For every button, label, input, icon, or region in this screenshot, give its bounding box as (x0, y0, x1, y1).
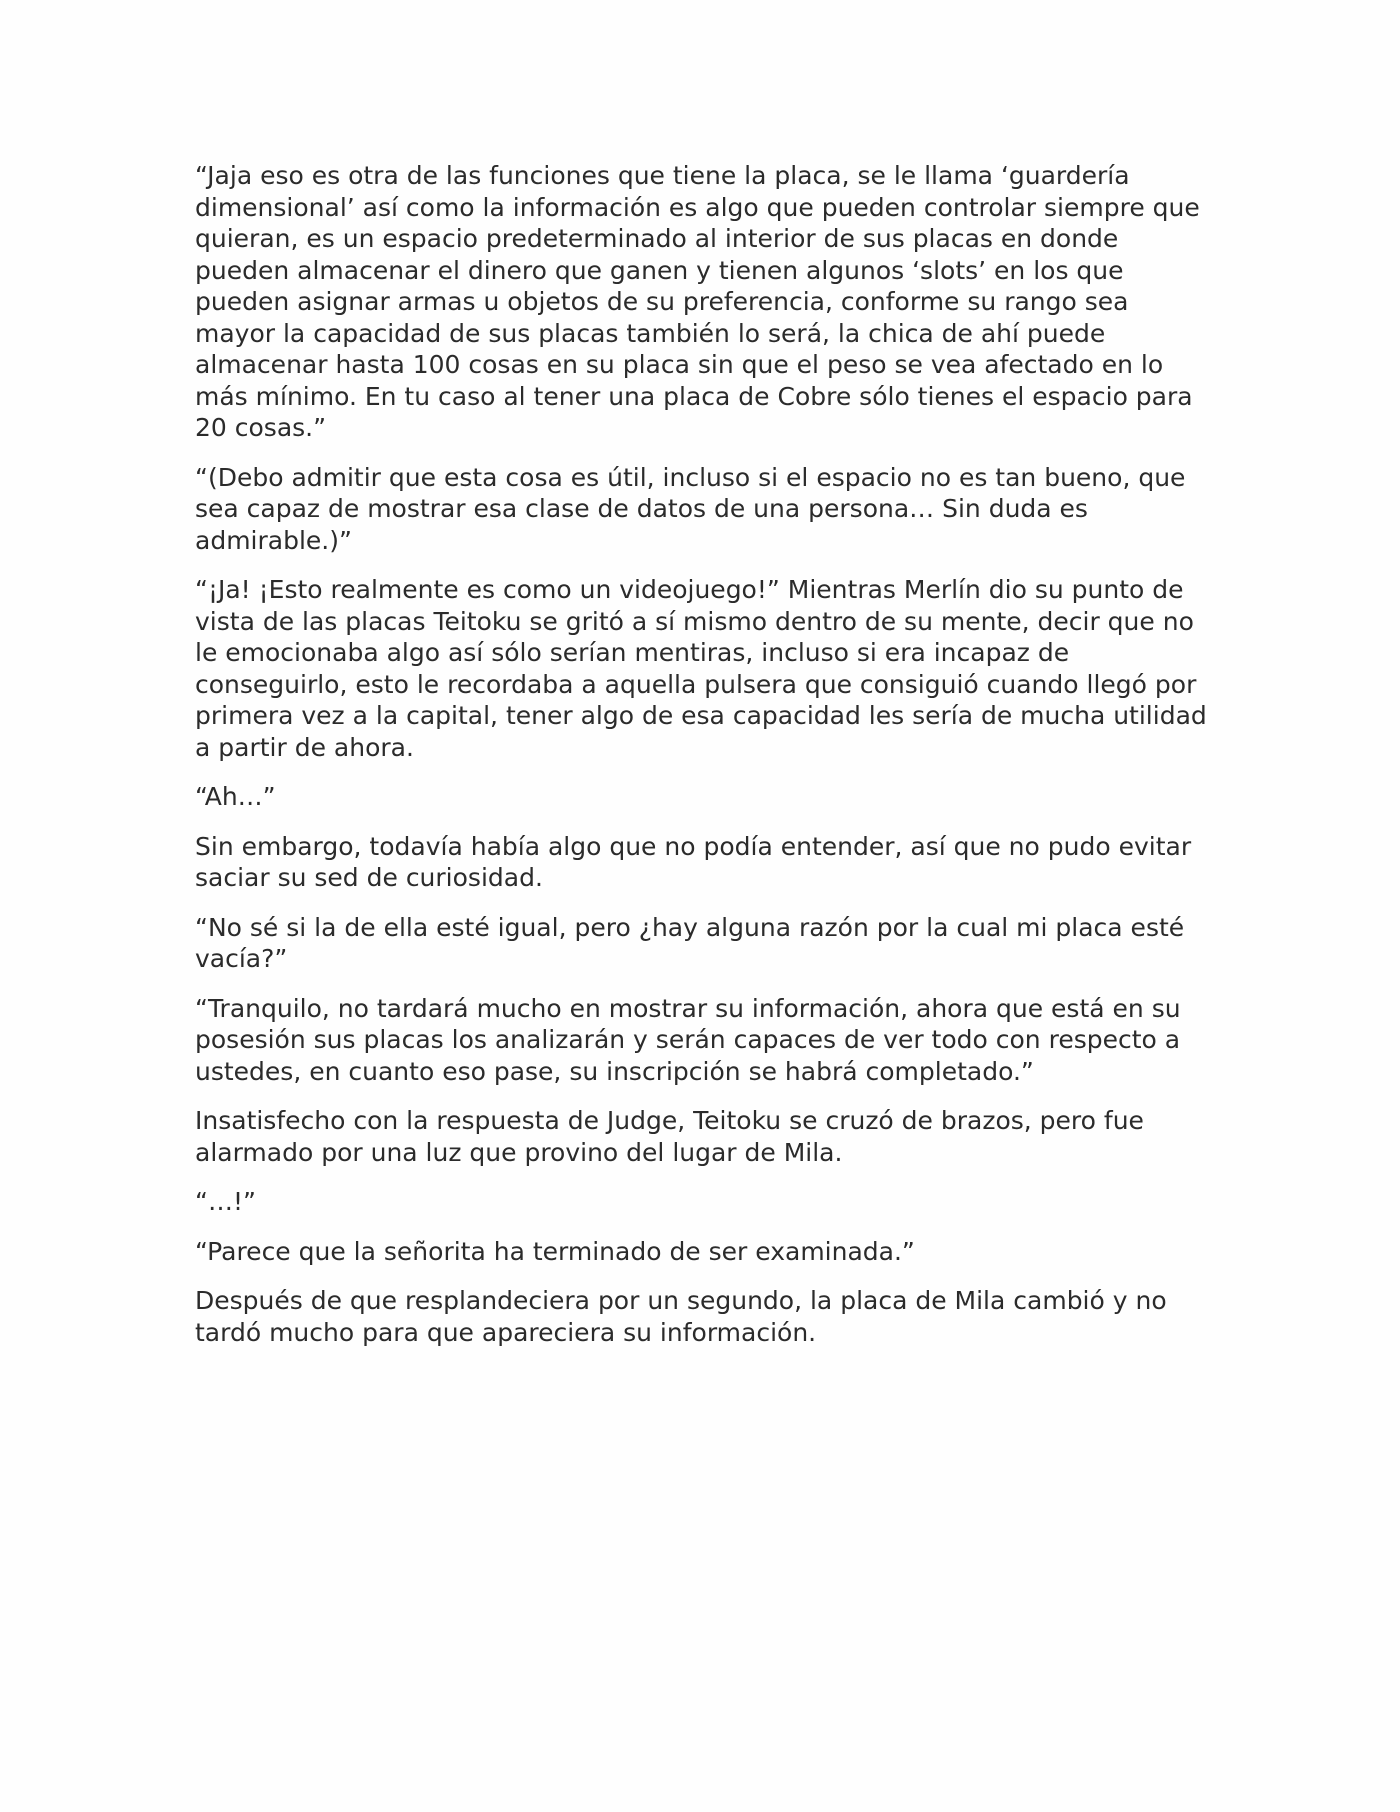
paragraph: “Jaja eso es otra de las funciones que tiene la placa, se le llama ‘guardería dimensional’ así como la información es algo que pueden controlar siempre que quieran, es un espacio predeterminado al interior de sus placas en donde pueden almacenar el dinero que ganen y tienen algunos ‘slots’ en los que pueden asignar armas u objetos de su preferencia, conforme su rango sea mayor la capacidad de sus placas también lo será, la chica de ahí puede almacenar hasta 100 cosas en su placa sin que el peso se vea afectado en lo más mínimo. En tu caso al tener una placa de Cobre sólo tienes el espacio para 20 cosas.” (195, 161, 1200, 442)
paragraph: “Ah…” (195, 782, 276, 811)
paragraph: “Parece que la señorita ha terminado de ser examinada.” (195, 1236, 915, 1266)
paragraph: “…!” (195, 1187, 256, 1216)
paragraph: Sin embargo, todavía había algo que no podía entender, así que no pudo evitar saciar su sed de curiosidad. (195, 831, 1192, 892)
paragraph: “Tranquilo, no tardará mucho en mostrar su información, ahora que está en su posesión sus placas los analizarán y serán capaces de ver todo con respecto a ustedes, en cuanto eso pase, su inscripción se habrá completado.” (195, 993, 1181, 1086)
document-body (195, 160, 1210, 1366)
paragraph: “No sé si la de ella esté igual, pero ¿hay alguna razón por la cual mi placa esté vacía?” (195, 912, 1185, 973)
paragraph: Insatisfecho con la respuesta de Judge, Teitoku se cruzó de brazos, pero fue alarmado por una luz que provino del lugar de Mila. (195, 1106, 1144, 1167)
paragraph: “(Debo admitir que esta cosa es útil, incluso si el espacio no es tan bueno, que sea capaz de mostrar esa clase de datos de una persona… Sin duda es admirable.)” (195, 462, 1186, 555)
paragraph: Después de que resplandeciera por un segundo, la placa de Mila cambió y no tardó mucho para que apareciera su información. (195, 1286, 1167, 1347)
paragraph: “¡Ja! ¡Esto realmente es como un videojuego!” Mientras Merlín dio su punto de vista de las placas Teitoku se gritó a sí mismo dentro de su mente, decir que no le emocionaba algo así sólo serían mentiras, incluso si era incapaz de conseguirlo, esto le recordaba a aquella pulsera que consiguió cuando llegó por primera vez a la capital, tener algo de esa capacidad les sería de mucha utilidad a partir de ahora. (195, 575, 1207, 762)
